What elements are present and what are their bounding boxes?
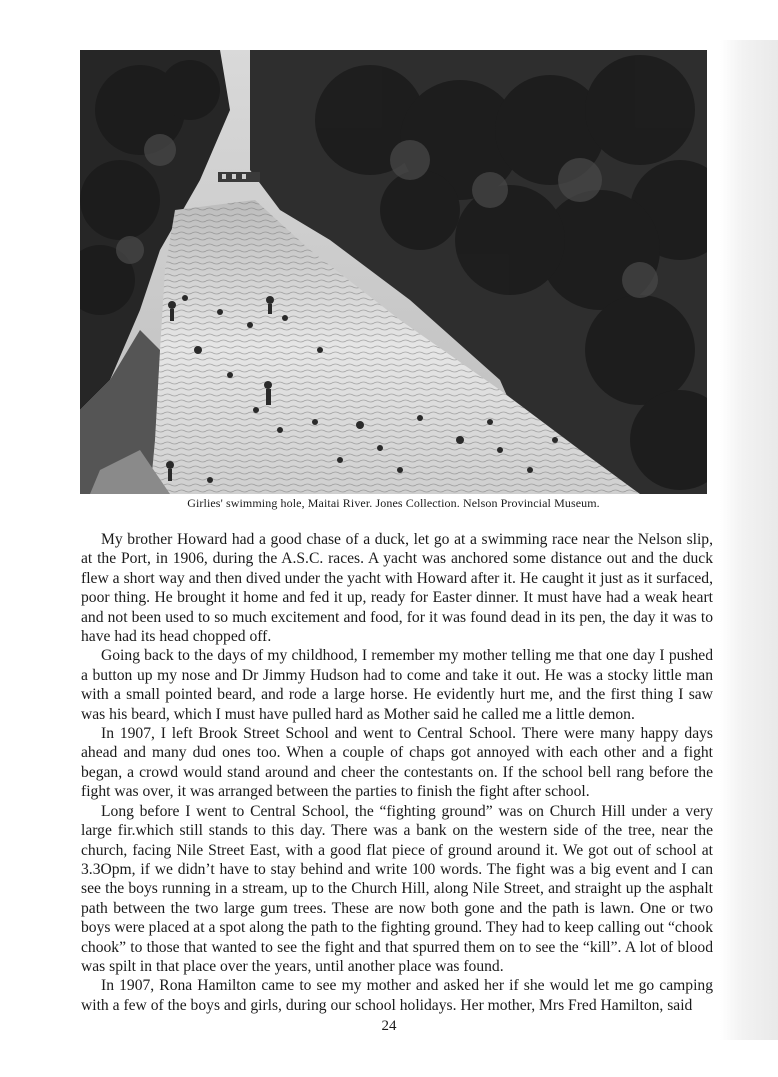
facing-page-bleed xyxy=(720,40,778,1040)
paragraph-button-nose: Going back to the days of my childhood, I remember my mother telling me that one day I pushed a button up my nose and Dr Jimmy Hudson had to come and take it out. He was a stocky little man with a small pointed beard, and rode a large horse. He evidently hurt me, and the first thing I saw was his beard, which I must have pulled hard as Mother said he called me a little demon. xyxy=(81,647,713,723)
paragraph-fighting-ground: Long before I went to Central School, the “fighting ground” was on Church Hill under a very large fir.which still stands to this day. There was a bank on the western side of the tree, near the church, facing Nile Street East, with a good flat piece of ground around it. We got out of school at 3.3Opm, if we didn’t have to stay behind and write 100 words. The fight was a big event and I can see the boys running in a stream, up to the Church Hill, along Nile Street, and straight up the asphalt path between the two large gum trees. These are now both gone and the path is lawn. One or two boys were placed at a spot along the path to the fighting ground. They had to keep calling out “chook chook” to those that wanted to see the fight and that spurred them on to see the “kill”. A lot of blood was spilt in that place over the years, until another place was found. xyxy=(81,802,713,975)
photo-illustration xyxy=(80,50,707,494)
photo-caption: Girlies' swimming hole, Maitai River. Jones Collection. Nelson Provincial Museum. xyxy=(187,496,600,510)
paragraph-duck-chase: My brother Howard had a good chase of a duck, let go at a swimming race near the Nelson slip, at the Port, in 1906, during the A.S.C. races. A yacht was anchored some distance out and the duck flew a short way and then dived under the yacht with Howard after it. He caught it just as it surfaced, poor thing. He brought it home and fed it up, ready for Easter dinner. It must have had a weak heart and not been used to so much excitement and food, for it was found dead in its pen, the day it was to have had its head chopped off. xyxy=(81,531,713,646)
body-text xyxy=(81,530,713,1015)
page-number: 24 xyxy=(381,1018,397,1034)
paragraph-central-school: In 1907, I left Brook Street School and went to Central School. There were many happy days ahead and many dud ones too. When a couple of chaps got annoyed with each other and a fight began, a crowd would stand around and cheer the contestants on. If the school bell rang before the fight was over, it was arranged between the parties to finish the fight after school. xyxy=(81,725,713,801)
river-swimmers-photo xyxy=(80,50,707,494)
paragraph-camping: In 1907, Rona Hamilton came to see my mother and asked her if she would let me go camping with a few of the boys and girls, during our school holidays. Her mother, Mrs Fred Hamilton, said xyxy=(81,977,713,1014)
